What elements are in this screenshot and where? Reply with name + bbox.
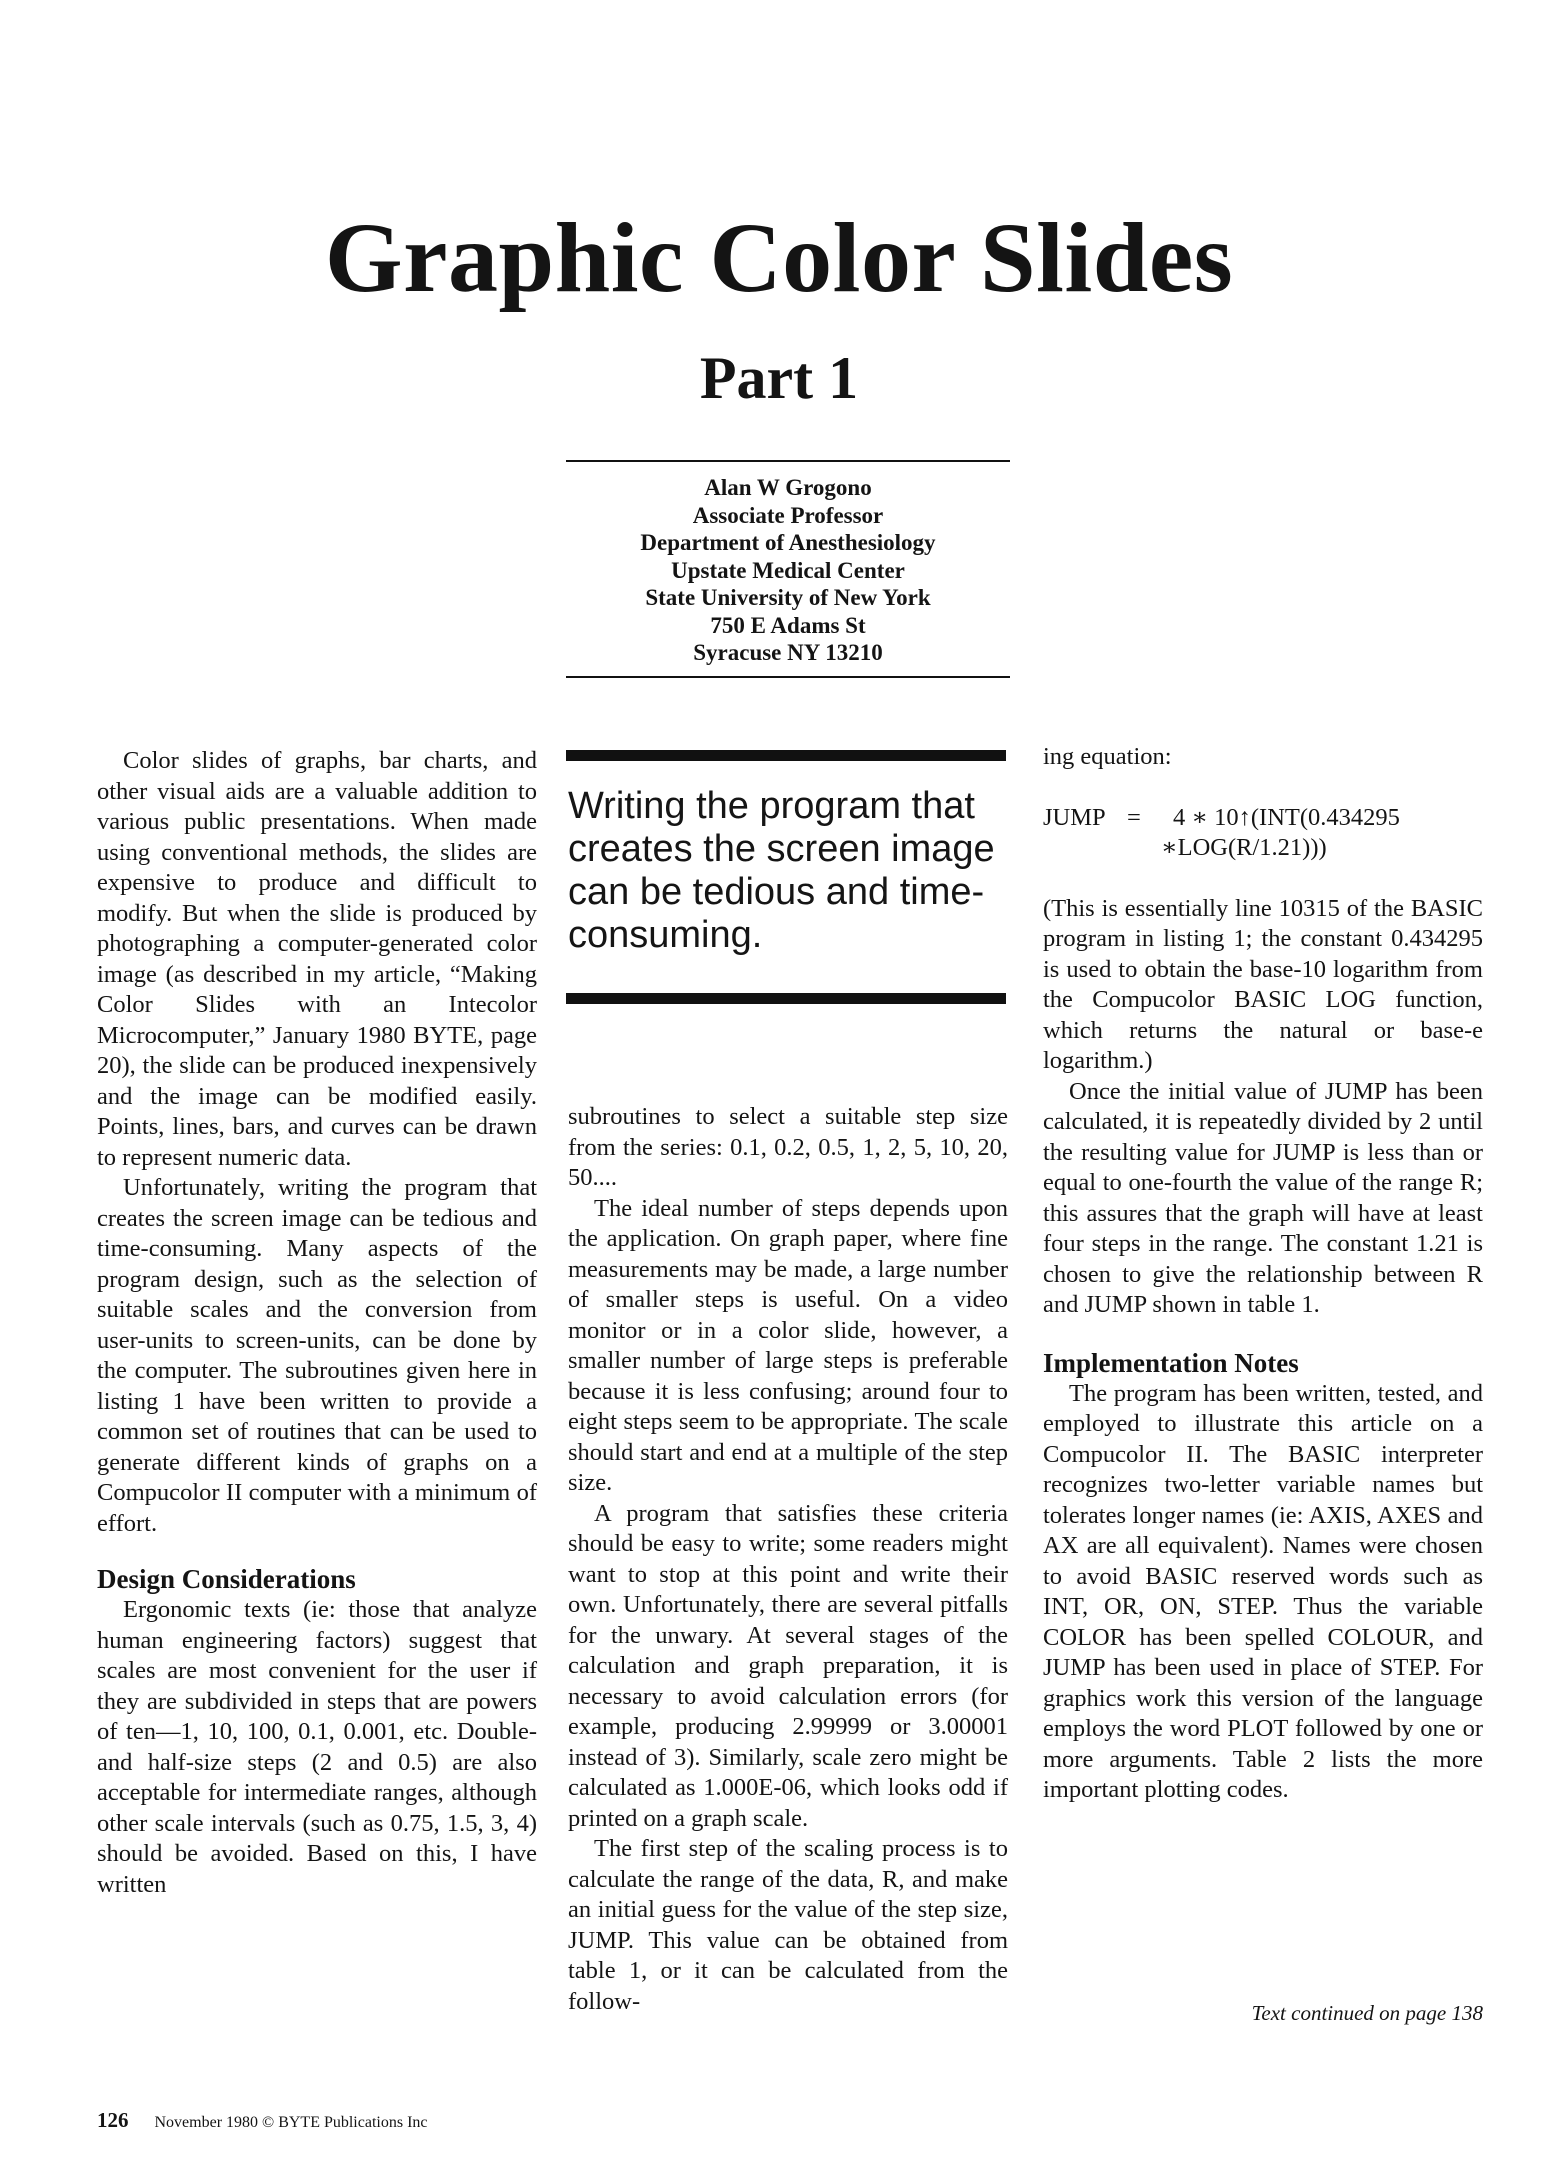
paragraph: Unfortunately, writing the program that creates the screen image can be tedious and time-consuming. Many aspects of the program design, such as the selection of suitable scales and the conversion from user-units to screen-units, can be done by the computer. The subroutines given here in listing 1 have been written to provide a common set of routines that can be used to generate different kinds of graphs on a Compucolor II computer with a minimum of effort. (97, 1174, 537, 1537)
author-city: Syracuse NY 13210 (693, 640, 883, 665)
column-2 (568, 1102, 1008, 2017)
jump-equation (1043, 803, 1483, 864)
paragraph: Color slides of graphs, bar charts, and other visual aids are a valuable addition to various public presentations. When made using conventional methods, the slides are expensive to produce and difficult to modify. But when the slide is produced by photographing a computer-generated color image (as described in my article, “Making Color Slides with an Intecolor Microcomputer,” January 1980 BYTE, page 20), the slide can be produced inexpensively and the image can be modified easily. Points, lines, bars, and curves can be drawn to represent numeric data. (97, 747, 537, 1171)
byline-bottom-rule (566, 676, 1010, 678)
page-footer (97, 2108, 428, 2133)
paragraph: The ideal number of steps depends upon the application. On graph paper, where fine measurements may be made, a large number of smaller steps is useful. On a video monitor or in a color slide, however, a smaller number of large steps is preferable because it is less confusing; around four to eight steps seem to be appropriate. The scale should start and end at a multiple of the step size. (568, 1194, 1008, 1496)
paragraph: Ergonomic texts (ie: those that analyze human engineering factors) suggest that scales are most convenient for the user if they are subdivided in steps that are powers of ten—1, 10, 100, 0.1, 0.001, etc. Double- and half-size steps (2 and 0.5) are also acceptable for intermediate ranges, although other scale intervals (such as 0.75, 1.5, 3, 4) should be avoided. Based on this, I have written (97, 1596, 537, 1898)
paragraph: The program has been written, tested, and employed to illustrate this article on a Compucolor II. The BASIC interpreter recognizes two-letter variable names but tolerates longer names (ie: AXIS, AXES and AX are all equivalent). Names were chosen to avoid BASIC reserved words such as INT, OR, ON, STEP. Thus the variable COLOR has been spelled COLOUR, and JUMP has been used in place of STEP. For graphics work this version of the language employs the word PLOT followed by one or more arguments. Table 2 lists the more important plotting codes. (1043, 1379, 1483, 1803)
section-heading-design-considerations: Design Considerations (97, 1564, 356, 1594)
paragraph: (This is essentially line 10315 of the BASIC program in listing 1; the constant 0.434295 is used to obtain the base-10 logarithm from the Compucolor BASIC LOG function, which returns the natural or base-e logarithm.) (1043, 894, 1483, 1074)
equation-lhs: JUMP (1043, 803, 1106, 831)
author-university: State University of New York (645, 585, 931, 610)
author-byline (566, 474, 1010, 667)
article-subtitle: Part 1 (699, 345, 859, 411)
article-title: Graphic Color Slides (324, 202, 1234, 313)
page-number: 126 (97, 2108, 129, 2132)
pull-quote-bottom-bar (566, 993, 1006, 1004)
pull-quote-text: Writing the program that creates the screen image can be tedious and time-consuming. (568, 785, 995, 956)
paragraph: ing equation: (1043, 743, 1172, 770)
column-1 (97, 746, 537, 1900)
paragraph: The first step of the scaling process is to calculate the range of the data, R, and make an initial guess for the value of the step size, JUMP. This value can be obtained from table 1, or it can be calculated from the follow- (568, 1835, 1008, 2015)
equation-rhs-line-2: ∗LOG(R/1.21))) (1161, 834, 1327, 861)
byline-top-rule (566, 460, 1010, 462)
continued-note: Text continued on page 138 (1251, 2001, 1483, 2025)
pull-quote-top-bar (566, 750, 1006, 761)
column-3 (1043, 742, 1483, 1806)
author-street: 750 E Adams St (710, 612, 866, 638)
paragraph: subroutines to select a suitable step size from the series: 0.1, 0.2, 0.5, 1, 2, 5, 10, 20, 50.... (568, 1103, 1008, 1191)
author-title: Associate Professor (692, 502, 884, 528)
author-department: Department of Anesthesiology (640, 530, 936, 555)
section-heading-implementation-notes: Implementation Notes (1043, 1347, 1299, 1378)
equation-rhs-line-1: 4 ∗ 10↑(INT(0.434295 (1173, 803, 1400, 831)
publication-info: November 1980 © BYTE Publications Inc (154, 2114, 428, 2131)
paragraph: A program that satisfies these criteria should be easy to write; some readers might want to stop at this point and write their own. Unfortunately, there are several pitfalls for the unwary. At several stages of the calculation and graph preparation, it is necessary to avoid calculation errors (for example, producing 2.99999 or 3.00001 instead of 3). Similarly, scale zero might be calculated as 1.000E-06, which looks odd if printed on a graph scale. (568, 1499, 1008, 1832)
pull-quote (566, 750, 1006, 1004)
author-institution: Upstate Medical Center (671, 557, 905, 583)
author-name: Alan W Grogono (704, 475, 872, 500)
paragraph: Once the initial value of JUMP has been calculated, it is repeatedly divided by 2 until the resulting value for JUMP is less than or equal to one-fourth the value of the range R; this assures that the graph will have at least four steps in the range. The constant 1.21 is chosen to give the relationship between R and JUMP shown in table 1. (1043, 1077, 1483, 1318)
equation-equals: = (1127, 803, 1141, 831)
